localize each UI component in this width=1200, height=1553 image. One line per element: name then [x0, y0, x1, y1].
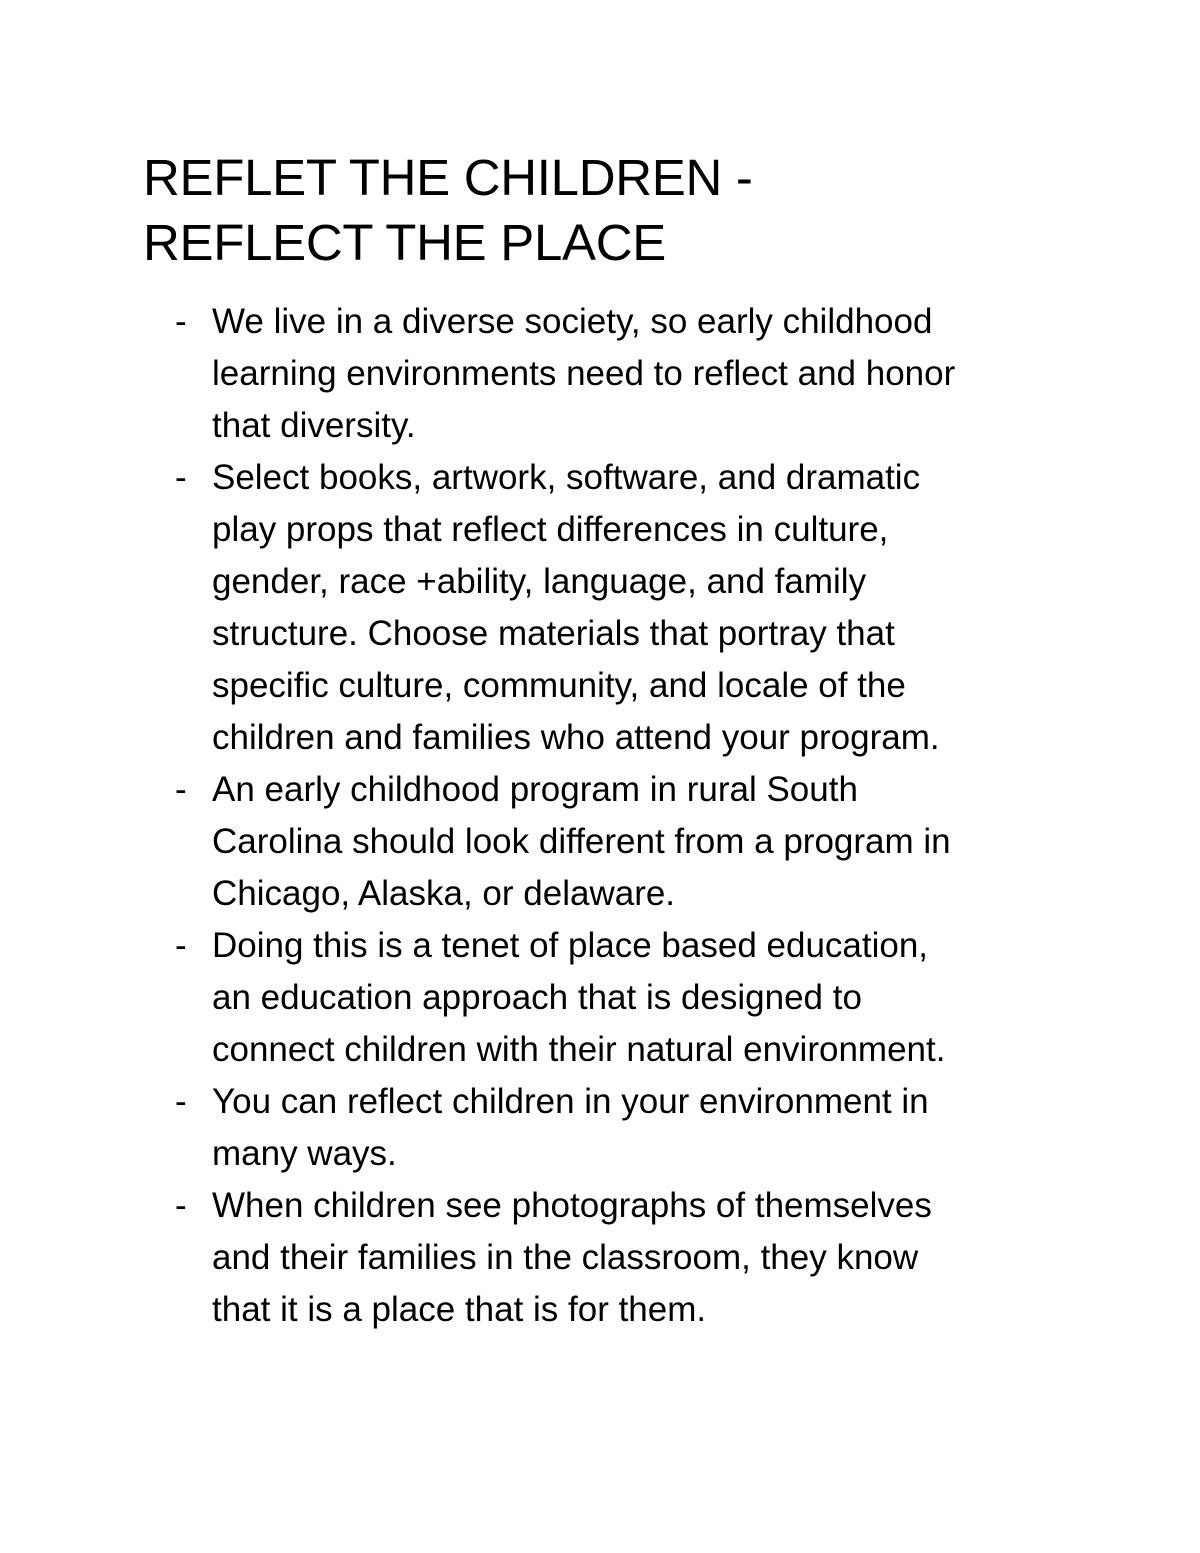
bullet-list	[170, 296, 1070, 1336]
bullet-line: and their families in the classroom, they know	[212, 1238, 919, 1277]
bullet-line: learning environments need to reflect and honor	[212, 354, 956, 393]
bullet-line: We live in a diverse society, so early childhood	[212, 302, 933, 341]
bullet-line: gender, race +ability, language, and family	[212, 562, 867, 601]
bullet-dash: -	[175, 926, 187, 965]
bullet-line: You can reflect children in your environment in	[212, 1082, 929, 1121]
bullet-dash: -	[175, 1186, 187, 1225]
bullet-line: An early childhood program in rural South	[212, 770, 858, 809]
bullet-line: play props that reflect differences in culture,	[212, 510, 889, 549]
bullet-item-1	[170, 296, 1070, 452]
bullet-line: that it is a place that is for them.	[212, 1290, 707, 1329]
bullet-line: connect children with their natural environment.	[212, 1030, 946, 1069]
bullet-line: Select books, artwork, software, and dramatic	[212, 458, 921, 497]
bullet-line: Carolina should look different from a program in	[212, 822, 951, 861]
bullet-dash: -	[175, 302, 187, 341]
title-line-1: REFLET THE CHILDREN -	[143, 149, 753, 206]
bullet-line: Doing this is a tenet of place based education,	[212, 926, 929, 965]
bullet-item-2	[170, 452, 1070, 764]
title-line-2: REFLECT THE PLACE	[143, 214, 667, 271]
bullet-dash: -	[175, 1082, 187, 1121]
bullet-item-5	[170, 1076, 1070, 1180]
bullet-line: children and families who attend your program.	[212, 718, 940, 757]
bullet-line: specific culture, community, and locale of the	[212, 666, 906, 705]
bullet-line: Chicago, Alaska, or delaware.	[212, 874, 676, 913]
bullet-item-6	[170, 1180, 1070, 1336]
bullet-line: many ways.	[212, 1134, 397, 1173]
bullet-line: When children see photographs of themselves	[212, 1186, 932, 1225]
bullet-line: structure. Choose materials that portray that	[212, 614, 895, 653]
bullet-item-3	[170, 764, 1070, 920]
bullet-item-4	[170, 920, 1070, 1076]
bullet-line: an education approach that is designed to	[212, 978, 862, 1017]
bullet-dash: -	[175, 458, 187, 497]
bullet-dash: -	[175, 770, 187, 809]
bullet-line: that diversity.	[212, 406, 416, 445]
page-title	[143, 145, 1103, 275]
